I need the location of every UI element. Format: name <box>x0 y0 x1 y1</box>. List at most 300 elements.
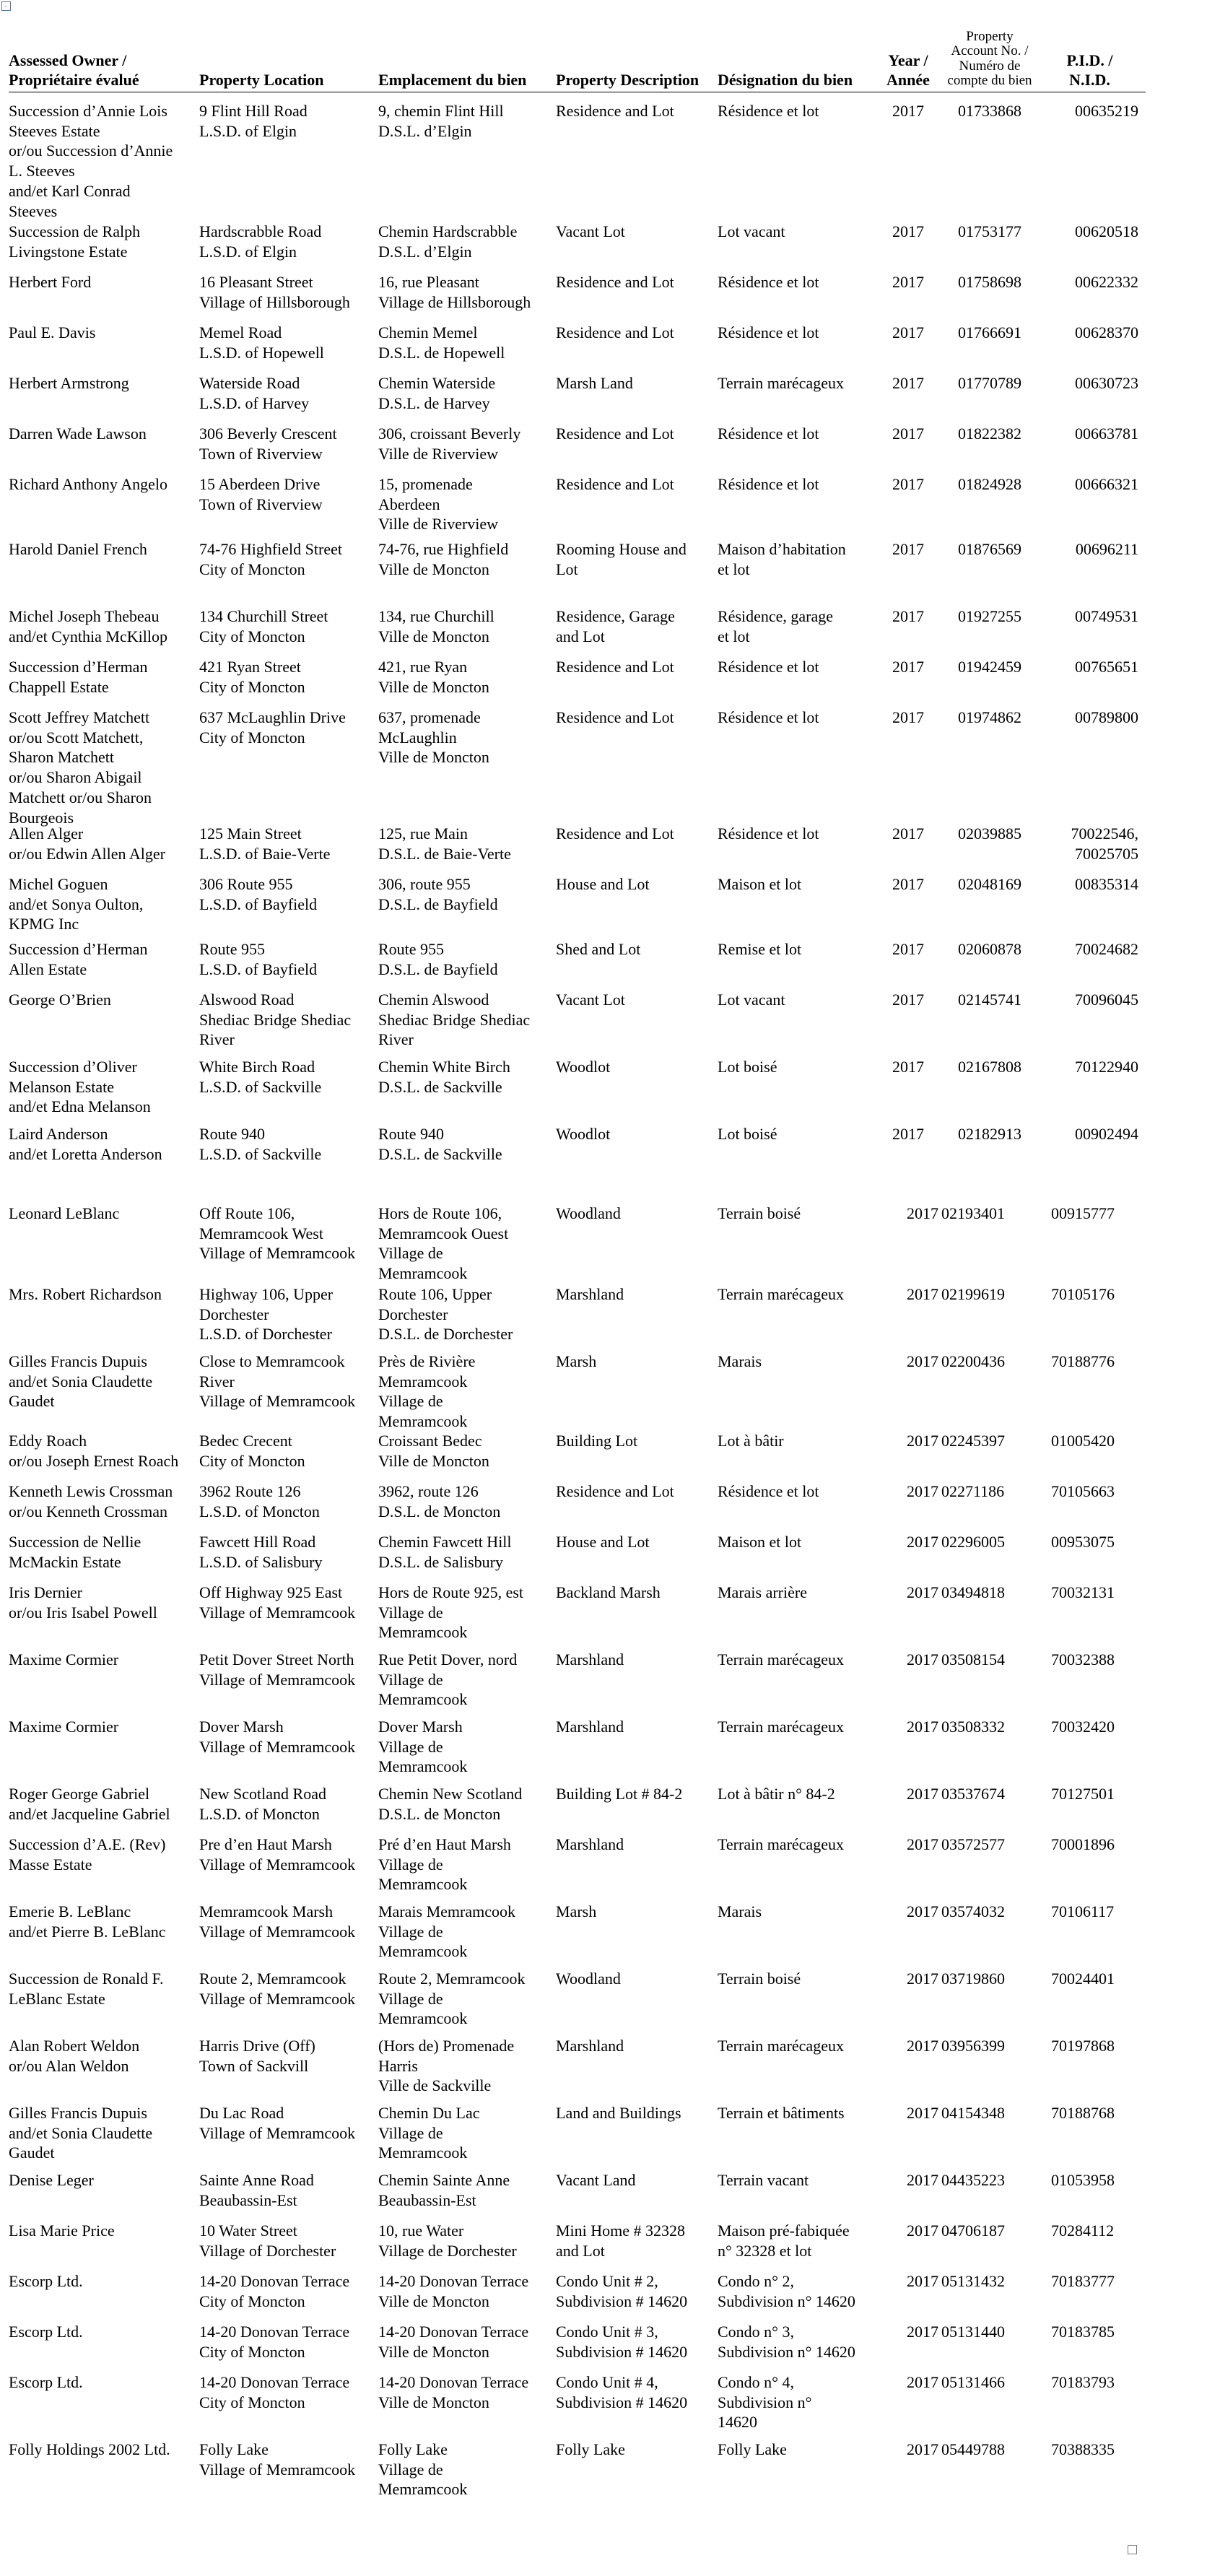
cell-pid: 70105663 <box>1051 1482 1115 1500</box>
cell-description-fr: Résidence et lot <box>718 323 819 341</box>
cell-owner: Mrs. Robert Richardson <box>9 1285 162 1303</box>
table-row <box>9 264 1146 314</box>
cell-description: Marsh <box>556 1902 597 1920</box>
cell-year: 2017 <box>892 658 924 676</box>
notice-table <box>9 0 1146 2499</box>
cell-year: 2017 <box>907 1835 938 1853</box>
cell-pid: 70032388 <box>1051 1650 1115 1668</box>
table-row <box>9 1641 1146 1708</box>
cell-year: 2017 <box>907 2323 938 2341</box>
cell-pid: 70197868 <box>1051 2037 1115 2055</box>
cell-description: Residence and Lot <box>556 425 674 443</box>
cell-owner: Lisa Marie Price <box>9 2222 115 2240</box>
cell-location: 306 Route 955 L.S.D. of Bayfield <box>199 875 318 913</box>
cell-description: Condo Unit # 4, Subdivision # 14620 <box>556 2373 688 2411</box>
cell-description: Residence, Garage and Lot <box>556 607 675 645</box>
cell-pid: 00696211 <box>1075 540 1138 558</box>
cell-owner: Alan Robert Weldon or/ou Alan Weldon <box>9 2037 140 2075</box>
table-row <box>9 415 1146 466</box>
cell-location: Fawcett Hill Road L.S.D. of Salisbury <box>199 1533 323 1571</box>
cell-pid: 00622332 <box>1075 273 1138 291</box>
cell-pid: 00666321 <box>1075 475 1138 493</box>
cell-description: Residence and Lot <box>556 475 674 493</box>
cell-pid: 70188768 <box>1051 2104 1115 2122</box>
table-row <box>9 2263 1146 2313</box>
cell-description: Residence and Lot <box>556 1482 674 1500</box>
table-row <box>9 1276 1146 1343</box>
cell-location-fr: Route 2, Memramcook Village de Memramcook <box>378 1970 526 2028</box>
cell-description: Condo Unit # 2, Subdivision # 14620 <box>556 2272 688 2310</box>
cell-location-fr: 15, promenade Aberdeen Ville de Riverview <box>378 475 499 534</box>
cell-location-fr: 14-20 Donovan Terrace Ville de Moncton <box>378 2323 529 2361</box>
cell-owner: Escorp Ltd. <box>9 2272 83 2290</box>
header-location: Property Location <box>199 71 324 90</box>
cell-location: Close to Memramcook River Village of Memramcook <box>199 1352 356 1411</box>
cell-description: Condo Unit # 3, Subdivision # 14620 <box>556 2323 688 2361</box>
cell-account: 02060878 <box>958 940 1021 958</box>
cell-account: 03494818 <box>941 1583 1005 1601</box>
cell-pid: 00628370 <box>1075 323 1138 341</box>
header-description: Property Description <box>556 71 700 90</box>
table-row <box>9 981 1146 1048</box>
cell-owner: Succession d’Herman Allen Estate <box>9 940 148 978</box>
cell-year: 2017 <box>892 323 924 341</box>
cell-location: 637 McLaughlin Drive City of Moncton <box>199 708 346 747</box>
cell-description: Vacant Land <box>556 2171 636 2189</box>
cell-description-fr: Résidence et lot <box>718 425 819 443</box>
cell-description-fr: Marais arrière <box>718 1583 807 1601</box>
cell-owner: Kenneth Lewis Crossman or/ou Kenneth Crossman <box>9 1482 173 1520</box>
cell-year: 2017 <box>907 1970 938 1988</box>
table-row <box>9 1826 1146 1893</box>
cell-location: Off Route 106, Memramcook West Village of Memramcook <box>199 1204 356 1263</box>
cell-location: 306 Beverly Crescent Town of Riverview <box>199 425 337 463</box>
cell-account: 01733868 <box>958 102 1021 120</box>
cell-location: 3962 Route 126 L.S.D. of Moncton <box>199 1482 320 1520</box>
cell-year: 2017 <box>892 708 924 726</box>
cell-owner: Succession d’Herman Chappell Estate <box>9 658 148 696</box>
cell-pid: 70032131 <box>1051 1583 1115 1601</box>
cell-location-fr: 9, chemin Flint Hill D.S.L. d’Elgin <box>378 102 504 140</box>
cell-location: Sainte Anne Road Beaubassin-Est <box>199 2171 314 2209</box>
cell-location: 15 Aberdeen Drive Town of Riverview <box>199 475 323 513</box>
cell-year: 2017 <box>892 824 924 843</box>
table-row <box>9 2431 1146 2499</box>
cell-description: Building Lot <box>556 1432 638 1450</box>
table-row <box>9 1115 1146 1195</box>
cell-description: Woodland <box>556 1970 621 1988</box>
cell-location: Route 940 L.S.D. of Sackville <box>199 1125 322 1163</box>
cell-year: 2017 <box>892 475 924 493</box>
table-row <box>9 466 1146 534</box>
table-row <box>9 2162 1146 2212</box>
cell-location: Pre d’en Haut Marsh Village of Memramcook <box>199 1835 356 1874</box>
cell-location-fr: Chemin Hardscrabble D.S.L. d’Elgin <box>378 222 518 261</box>
cell-year: 2017 <box>907 1204 938 1222</box>
cell-location: Highway 106, Upper Dorchester L.S.D. of Dorchester <box>199 1285 334 1344</box>
cell-pid: 70183793 <box>1051 2373 1115 2391</box>
cell-pid: 00635219 <box>1075 102 1138 120</box>
cell-description-fr: Terrain marécageux <box>718 2037 844 2055</box>
table-row <box>9 1473 1146 1523</box>
cell-owner: Richard Anthony Angelo <box>9 475 167 493</box>
cell-year: 2017 <box>907 1533 938 1551</box>
cell-description: Vacant Lot <box>556 991 625 1009</box>
cell-account: 03719860 <box>941 1970 1005 1988</box>
cell-year: 2017 <box>892 607 924 625</box>
cell-pid: 00620518 <box>1075 222 1138 240</box>
cell-pid: 70183785 <box>1051 2323 1115 2341</box>
cell-pid: 00789800 <box>1075 708 1138 726</box>
cell-year: 2017 <box>907 2440 938 2458</box>
cell-description: Folly Lake <box>556 2440 625 2458</box>
cell-year: 2017 <box>907 2373 938 2391</box>
cell-year: 2017 <box>907 1718 938 1736</box>
cell-location-fr: Pré d’en Haut Marsh Village de Memramcook <box>378 1835 511 1894</box>
cell-description-fr: Résidence et lot <box>718 102 819 120</box>
cell-description: Marshland <box>556 1718 624 1736</box>
cell-location: 14-20 Donovan Terrace City of Moncton <box>199 2373 350 2411</box>
cell-description: Woodlot <box>556 1125 611 1143</box>
cell-location: Bedec Crecent City of Moncton <box>199 1432 305 1470</box>
cell-description-fr: Résidence et lot <box>718 658 819 676</box>
cell-year: 2017 <box>907 1352 938 1370</box>
cell-owner: Leonard LeBlanc <box>9 1204 120 1222</box>
cell-location: Waterside Road L.S.D. of Harvey <box>199 374 310 412</box>
cell-owner: Michel Goguen and/et Sonya Oulton, KPMG Inc <box>9 875 144 934</box>
cell-owner: Michel Joseph Thebeau and/et Cynthia McKillop <box>9 607 167 645</box>
cell-owner: Herbert Armstrong <box>9 374 129 392</box>
cell-year: 2017 <box>892 102 924 120</box>
cell-description-fr: Résidence et lot <box>718 1482 819 1500</box>
cell-description-fr: Terrain marécageux <box>718 1718 844 1736</box>
cell-location: 10 Water Street Village of Dorchester <box>199 2222 336 2260</box>
cell-location: Petit Dover Street North Village of Memramcook <box>199 1650 356 1689</box>
cell-location: 16 Pleasant Street Village of Hillsborough <box>199 273 350 311</box>
cell-owner: Succession de Nellie McMackin Estate <box>9 1533 141 1571</box>
cell-location-fr: Route 940 D.S.L. de Sackville <box>378 1125 502 1163</box>
cell-pid: 00915777 <box>1051 1204 1115 1222</box>
cell-owner: Emerie B. LeBlanc and/et Pierre B. LeBlanc <box>9 1902 166 1941</box>
cell-description-fr: Lot boisé <box>718 1125 777 1143</box>
cell-pid: 00765651 <box>1075 658 1138 676</box>
table-row <box>9 1343 1146 1431</box>
cell-account: 01753177 <box>958 222 1021 240</box>
cell-account: 02167808 <box>958 1058 1021 1076</box>
cell-location-fr: Route 955 D.S.L. de Bayfield <box>378 940 498 978</box>
cell-description: Residence and Lot <box>556 273 674 291</box>
cell-location: Route 955 L.S.D. of Bayfield <box>199 940 318 978</box>
cell-account: 01822382 <box>958 425 1021 443</box>
cell-description: Mini Home # 32328 and Lot <box>556 2222 686 2260</box>
header-owner: Assessed Owner / Propriétaire évalué <box>9 51 139 90</box>
cell-location: White Birch Road L.S.D. of Sackville <box>199 1058 322 1096</box>
cell-location: Harris Drive (Off) Town of Sackvill <box>199 2037 315 2075</box>
cell-location: Folly Lake Village of Memramcook <box>199 2440 356 2479</box>
cell-owner: Gilles Francis Dupuis and/et Sonia Claudette Gaudet <box>9 1352 153 1411</box>
cell-location-fr: 14-20 Donovan Terrace Ville de Moncton <box>378 2272 529 2310</box>
cell-account: 04706187 <box>941 2222 1005 2240</box>
cell-location-fr: Hors de Route 106, Memramcook Ouest Village de Memramcook <box>378 1204 509 1283</box>
cell-pid: 00835314 <box>1075 875 1138 893</box>
cell-account: 03956399 <box>941 2037 1005 2055</box>
table-row <box>9 699 1146 827</box>
cell-description-fr: Lot vacant <box>718 991 785 1009</box>
cell-description: House and Lot <box>556 875 650 893</box>
cell-year: 2017 <box>907 1482 938 1500</box>
cell-owner: Iris Dernier or/ou Iris Isabel Powell <box>9 1583 157 1622</box>
table-row <box>9 1523 1146 1574</box>
cell-location-fr: Chemin Memel D.S.L. de Hopewell <box>378 323 505 362</box>
cell-description-fr: Résidence, garage et lot <box>718 607 834 645</box>
table-row <box>9 1708 1146 1775</box>
cell-location: Du Lac Road Village of Memramcook <box>199 2104 356 2142</box>
cell-location: Alswood Road Shediac Bridge Shediac River <box>199 991 352 1049</box>
cell-account: 04154348 <box>941 2104 1005 2122</box>
cell-description-fr: Lot à bâtir <box>718 1432 784 1450</box>
cell-location-fr: 421, rue Ryan Ville de Moncton <box>378 658 489 696</box>
cell-pid: 70284112 <box>1051 2222 1115 2240</box>
cell-description-fr: Marais <box>718 1352 762 1370</box>
cell-account: 04435223 <box>941 2171 1005 2189</box>
cell-pid: 00749531 <box>1075 607 1138 625</box>
cell-description: Building Lot # 84-2 <box>556 1785 683 1803</box>
cell-description: Shed and Lot <box>556 940 641 958</box>
cell-pid: 00902494 <box>1075 1125 1138 1143</box>
cell-description-fr: Folly Lake <box>718 2440 787 2458</box>
header-year: Year / Année <box>886 51 930 90</box>
cell-account: 02245397 <box>941 1432 1005 1450</box>
cell-location-fr: Chemin Alswood Shediac Bridge Shediac River <box>378 991 531 1049</box>
cell-account: 03537674 <box>941 1785 1005 1803</box>
cell-location-fr: 306, croissant Beverly Ville de Riverview <box>378 425 521 463</box>
cell-description-fr: Terrain boisé <box>718 1970 801 1988</box>
header-location-fr: Emplacement du bien <box>378 71 527 90</box>
cell-year: 2017 <box>907 1285 938 1303</box>
cell-description-fr: Maison et lot <box>718 1533 802 1551</box>
table-row <box>9 1574 1146 1641</box>
cell-location-fr: 10, rue Water Village de Dorchester <box>378 2222 517 2260</box>
cell-pid: 70188776 <box>1051 1352 1115 1370</box>
cell-location-fr: Marais Memramcook Village de Memramcook <box>378 1902 515 1961</box>
cell-description: Residence and Lot <box>556 102 674 120</box>
end-marker-icon <box>1128 2545 1137 2554</box>
cell-description-fr: Maison d’habitation et lot <box>718 540 846 578</box>
cell-location-fr: 3962, route 126 D.S.L. de Moncton <box>378 1482 501 1520</box>
cell-account: 02182913 <box>958 1125 1021 1143</box>
cell-year: 2017 <box>892 875 924 893</box>
cell-pid: 70105176 <box>1051 1285 1115 1303</box>
cell-description-fr: Terrain vacant <box>718 2171 809 2189</box>
cell-account: 01766691 <box>958 323 1021 341</box>
cell-pid: 70183777 <box>1051 2272 1115 2290</box>
cell-pid: 00663781 <box>1075 425 1138 443</box>
cell-year: 2017 <box>892 273 924 291</box>
cell-account: 01974862 <box>958 708 1021 726</box>
table-row <box>9 2027 1146 2094</box>
table-row <box>9 213 1146 264</box>
cell-year: 2017 <box>892 425 924 443</box>
cell-location: Off Highway 925 East Village of Memramcook <box>199 1583 356 1622</box>
cell-account: 02199619 <box>941 1285 1005 1303</box>
cell-pid: 70106117 <box>1051 1902 1115 1920</box>
cell-location-fr: Chemin Sainte Anne Beaubassin-Est <box>378 2171 510 2209</box>
cell-location-fr: Dover Marsh Village de Memramcook <box>378 1718 468 1776</box>
cell-owner: Escorp Ltd. <box>9 2323 83 2341</box>
cell-owner: Succession de Ronald F. LeBlanc Estate <box>9 1970 164 2008</box>
cell-account: 02271186 <box>941 1482 1005 1500</box>
cell-owner: Succession d’Annie Lois Steeves Estate or/ou Succession d’Annie L. Steeves and/et Karl Conrad Steeves <box>9 102 173 220</box>
cell-description-fr: Lot à bâtir n° 84-2 <box>718 1785 835 1803</box>
cell-pid: 70024682 <box>1075 940 1138 958</box>
cell-location: New Scotland Road L.S.D. of Moncton <box>199 1785 326 1823</box>
cell-owner: Succession d’Oliver Melanson Estate and/et Edna Melanson <box>9 1058 151 1116</box>
cell-year: 2017 <box>907 1902 938 1920</box>
table-row <box>9 2364 1146 2431</box>
cell-description: Vacant Lot <box>556 222 625 240</box>
cell-location: 421 Ryan Street City of Moncton <box>199 658 305 696</box>
table-row <box>9 1048 1146 1115</box>
cell-pid: 00953075 <box>1051 1533 1115 1551</box>
cell-owner: Herbert Ford <box>9 273 92 291</box>
cell-location: Hardscrabble Road L.S.D. of Elgin <box>199 222 322 261</box>
cell-owner: Gilles Francis Dupuis and/et Sonia Claudette Gaudet <box>9 2104 153 2162</box>
cell-owner: Eddy Roach or/ou Joseph Ernest Roach <box>9 1432 179 1470</box>
cell-location-fr: Chemin Waterside D.S.L. de Harvey <box>378 374 496 412</box>
table-row <box>9 1960 1146 2027</box>
cell-owner: Roger George Gabriel and/et Jacqueline Gabriel <box>9 1785 170 1823</box>
cell-description: Backland Marsh <box>556 1583 661 1601</box>
cell-year: 2017 <box>907 2272 938 2290</box>
table-row <box>9 598 1146 648</box>
cell-owner: Succession d’A.E. (Rev) Masse Estate <box>9 1835 166 1874</box>
cell-description-fr: Lot vacant <box>718 222 785 240</box>
header-pid: P.I.D. / N.I.D. <box>1066 51 1113 90</box>
cell-location: Memramcook Marsh Village of Memramcook <box>199 1902 356 1941</box>
cell-description: Marshland <box>556 1285 624 1303</box>
cell-owner: Maxime Cormier <box>9 1718 119 1736</box>
cell-year: 2017 <box>907 1432 938 1450</box>
cell-account: 02200436 <box>941 1352 1005 1370</box>
cell-description-fr: Condo n° 2, Subdivision n° 14620 <box>718 2272 855 2310</box>
cell-description: Marshland <box>556 1650 624 1668</box>
cell-description: Marsh Land <box>556 374 633 392</box>
cell-description-fr: Terrain et bâtiments <box>718 2104 845 2122</box>
cell-year: 2017 <box>892 991 924 1009</box>
cell-location-fr: Chemin New Scotland D.S.L. de Moncton <box>378 1785 523 1823</box>
table-row <box>9 1195 1146 1283</box>
document-anchor-icon: ⌐ <box>1 1 11 11</box>
cell-owner: Harold Daniel French <box>9 540 147 558</box>
cell-description-fr: Condo n° 4, Subdivision n° 14620 <box>718 2373 812 2432</box>
cell-account: 01942459 <box>958 658 1021 676</box>
table-body <box>9 92 1146 2499</box>
cell-account: 05131432 <box>941 2272 1005 2290</box>
cell-owner: Darren Wade Lawson <box>9 425 147 443</box>
cell-description: Marsh <box>556 1352 597 1370</box>
cell-description: Residence and Lot <box>556 323 674 341</box>
cell-year: 2017 <box>907 1583 938 1601</box>
cell-pid: 70127501 <box>1051 1785 1115 1803</box>
cell-owner: George O’Brien <box>9 991 111 1009</box>
cell-description-fr: Terrain marécageux <box>718 1835 844 1853</box>
cell-owner: Paul E. Davis <box>9 323 96 341</box>
cell-description-fr: Remise et lot <box>718 940 802 958</box>
cell-account: 03572577 <box>941 1835 1005 1853</box>
cell-year: 2017 <box>907 2104 938 2122</box>
cell-account: 02193401 <box>941 1204 1005 1222</box>
cell-year: 2017 <box>907 1650 938 1668</box>
table-row <box>9 1422 1146 1473</box>
table-row <box>9 1775 1146 1826</box>
cell-location-fr: Rue Petit Dover, nord Village de Memramcook <box>378 1650 518 1709</box>
cell-account: 01758698 <box>958 273 1021 291</box>
cell-description-fr: Terrain marécageux <box>718 1650 844 1668</box>
cell-location-fr: 306, route 955 D.S.L. de Bayfield <box>378 875 498 913</box>
cell-location: 74-76 Highfield Street City of Moncton <box>199 540 342 578</box>
cell-pid: 70096045 <box>1075 991 1138 1009</box>
table-row <box>9 2094 1146 2162</box>
cell-year: 2017 <box>907 2171 938 2189</box>
table-row <box>9 314 1146 365</box>
header-description-fr: Désignation du bien <box>718 71 853 90</box>
cell-location-fr: 16, rue Pleasant Village de Hillsborough <box>378 273 531 311</box>
cell-location: 14-20 Donovan Terrace City of Moncton <box>199 2272 350 2310</box>
cell-account: 03508332 <box>941 1718 1005 1736</box>
cell-pid: 70122940 <box>1075 1058 1138 1076</box>
cell-account: 01927255 <box>958 607 1021 625</box>
table-row <box>9 92 1146 220</box>
table-row <box>9 866 1146 934</box>
cell-location-fr: Chemin White Birch D.S.L. de Sackville <box>378 1058 510 1096</box>
cell-location: 14-20 Donovan Terrace City of Moncton <box>199 2323 350 2361</box>
cell-description-fr: Résidence et lot <box>718 475 819 493</box>
cell-account: 03574032 <box>941 1902 1005 1920</box>
cell-description: Residence and Lot <box>556 824 674 843</box>
header-account: Property Account No. / Numéro de compte du bien <box>947 28 1032 89</box>
table-row <box>9 648 1146 699</box>
cell-location-fr: Chemin Fawcett Hill D.S.L. de Salisbury <box>378 1533 512 1571</box>
cell-year: 2017 <box>892 540 924 558</box>
cell-location-fr: 14-20 Donovan Terrace Ville de Moncton <box>378 2373 529 2411</box>
table-row <box>9 1893 1146 1960</box>
cell-location-fr: Croissant Bedec Ville de Moncton <box>378 1432 489 1470</box>
table-row <box>9 815 1146 866</box>
cell-owner: Succession de Ralph Livingstone Estate <box>9 222 141 261</box>
table-row <box>9 365 1146 415</box>
cell-description-fr: Résidence et lot <box>718 824 819 843</box>
cell-pid: 00630723 <box>1075 374 1138 392</box>
cell-pid: 70022546, 70025705 <box>1071 824 1138 863</box>
cell-description: Residence and Lot <box>556 708 674 726</box>
cell-location-fr: 125, rue Main D.S.L. de Baie-Verte <box>378 824 511 863</box>
cell-account: 02145741 <box>958 991 1021 1009</box>
cell-year: 2017 <box>907 2037 938 2055</box>
cell-location: Dover Marsh Village of Memramcook <box>199 1718 356 1756</box>
cell-description: Rooming House and Lot <box>556 540 687 578</box>
cell-owner: Folly Holdings 2002 Ltd. <box>9 2440 170 2458</box>
cell-location-fr: Chemin Du Lac Village de Memramcook <box>378 2104 480 2162</box>
cell-account: 05449788 <box>941 2440 1005 2458</box>
cell-location-fr: (Hors de) Promenade Harris Ville de Sackville <box>378 2037 515 2095</box>
cell-description-fr: Maison et lot <box>718 875 802 893</box>
cell-pid: 70388335 <box>1051 2440 1115 2458</box>
cell-account: 01876569 <box>958 540 1021 558</box>
cell-location-fr: 74-76, rue Highfield Ville de Moncton <box>378 540 509 578</box>
table-row <box>9 2212 1146 2263</box>
cell-owner: Escorp Ltd. <box>9 2373 83 2391</box>
cell-description-fr: Condo n° 3, Subdivision n° 14620 <box>718 2323 855 2361</box>
